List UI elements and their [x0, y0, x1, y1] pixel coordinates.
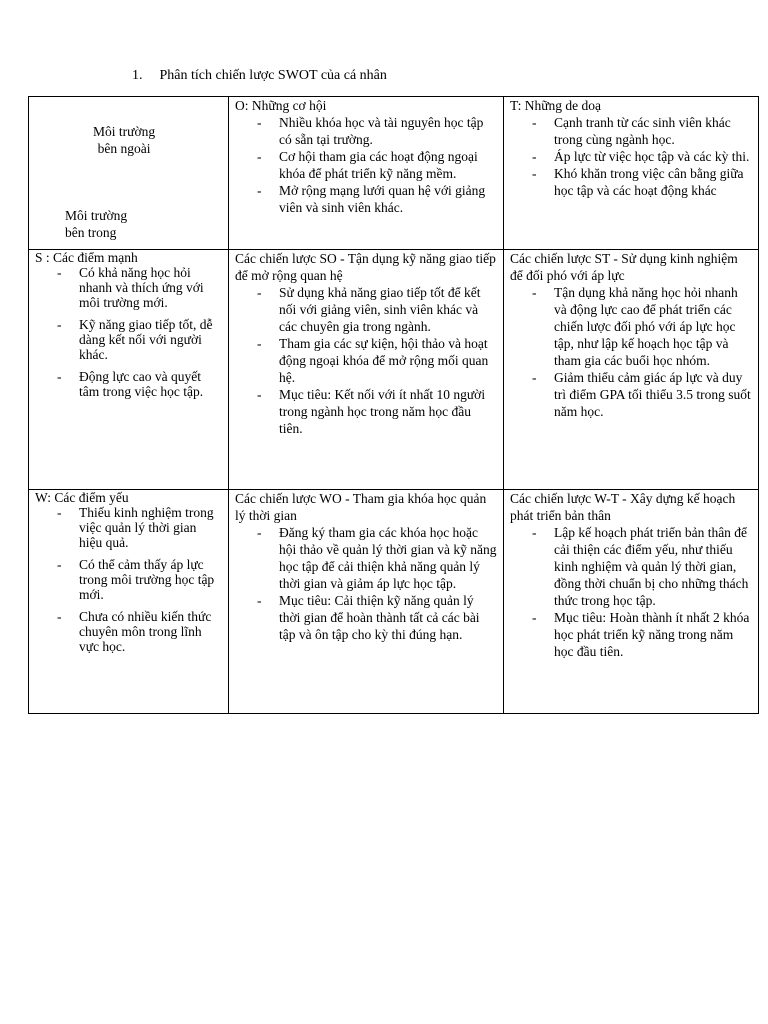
table-row — [29, 97, 759, 250]
document-heading — [132, 68, 387, 84]
list-item: - Mục tiêu: Hoàn thành ít nhất 2 khóa học phát triển kỹ năng trong năm học đầu tiên. — [532, 609, 752, 660]
list-item: - Sử dụng khả năng giao tiếp tốt để kết nối với giảng viên, sinh viên khác và các chuyên gia trong ngành. — [257, 284, 497, 335]
st-strategy-list — [510, 284, 752, 420]
threats-cell — [504, 97, 759, 250]
weaknesses-cell — [29, 490, 229, 714]
list-item: - Mục tiêu: Kết nối với ít nhất 10 người trong ngành học trong năm học đầu tiên. — [257, 386, 497, 437]
swot-table — [28, 96, 759, 714]
list-item: - Lập kế hoạch phát triển bản thân để cải thiện các điểm yếu, như thiếu kinh nghiệm và quản lý thời gian, đồng thời chuẩn bị cho những thách thức trong học tập. — [532, 524, 752, 609]
list-item: - Mục tiêu: Cải thiện kỹ năng quản lý thời gian để hoàn thành tất cả các bài tập và ôn tập cho kỳ thi đúng hạn. — [257, 592, 497, 643]
weaknesses-title: W: Các điểm yếu — [35, 490, 129, 505]
list-item: - Đăng ký tham gia các khóa học hoặc hội thảo về quản lý thời gian và kỹ năng học tập để cải thiện khả năng quản lý thời gian và giảm áp lực học tập. — [257, 524, 497, 592]
strengths-title: S : Các điểm mạnh — [35, 250, 138, 265]
wo-strategy-list — [235, 524, 497, 643]
list-item: - Tận dụng khả năng học hỏi nhanh và động lực cao để phát triển các chiến lược đối phó với áp lực học tập, như lập kế hoạch học tập và tham gia các buổi học nhóm. — [532, 284, 752, 369]
wo-strategy-cell — [229, 490, 504, 714]
list-item: - Có thể cảm thấy áp lực trong môi trường học tập mới. — [57, 557, 222, 602]
list-item: - Tham gia các sự kiện, hội thảo và hoạt động ngoại khóa để mở rộng mối quan hệ. — [257, 335, 497, 386]
opportunities-list — [235, 114, 497, 216]
list-item: - Động lực cao và quyết tâm trong việc học tập. — [57, 369, 222, 399]
wo-strategy-title: Các chiến lược WO - Tham gia khóa học quản lý thời gian — [235, 491, 487, 523]
list-item: - Cơ hội tham gia các hoạt động ngoại khóa để phát triển kỹ năng mềm. — [257, 148, 497, 182]
internal-environment-label: Môi trường bên trong — [65, 208, 128, 240]
wt-strategy-cell — [504, 490, 759, 714]
opportunities-cell — [229, 97, 504, 250]
threats-list — [510, 114, 752, 199]
st-strategy-cell — [504, 250, 759, 490]
list-item: - Thiếu kinh nghiệm trong việc quản lý thời gian hiệu quả. — [57, 505, 222, 550]
list-item: - Khó khăn trong việc cân bằng giữa học tập và các hoạt động khác — [532, 165, 752, 199]
list-item: - Chưa có nhiều kiến thức chuyên môn trong lĩnh vực học. — [57, 609, 222, 654]
corner-cell — [29, 97, 229, 250]
list-item: - Áp lực từ việc học tập và các kỳ thi. — [532, 148, 752, 165]
threats-title: T: Những de doạ — [510, 98, 601, 113]
strengths-list — [35, 265, 222, 399]
list-item: - Cạnh tranh từ các sinh viên khác trong cùng ngành học. — [532, 114, 752, 148]
opportunities-title: O: Những cơ hội — [235, 98, 327, 113]
wt-strategy-title: Các chiến lược W-T - Xây dựng kế hoạch phát triển bản thân — [510, 491, 736, 523]
heading-text: Phân tích chiến lược SWOT của cá nhân — [159, 68, 387, 83]
list-item: - Nhiều khóa học và tài nguyên học tập có sẵn tại trường. — [257, 114, 497, 148]
table-row — [29, 490, 759, 714]
so-strategy-title: Các chiến lược SO - Tận dụng kỹ năng giao tiếp để mở rộng quan hệ — [235, 251, 496, 283]
wt-strategy-list — [510, 524, 752, 660]
list-item: - Có khả năng học hỏi nhanh và thích ứng với môi trường mới. — [57, 265, 222, 310]
so-strategy-list — [235, 284, 497, 437]
st-strategy-title: Các chiến lược ST - Sử dụng kinh nghiệm để đối phó với áp lực — [510, 251, 738, 283]
external-environment-label: Môi trường bên ngoài — [93, 124, 156, 156]
weaknesses-list — [35, 505, 222, 654]
table-row — [29, 250, 759, 490]
heading-number: 1. — [132, 68, 143, 83]
list-item: - Giảm thiểu cảm giác áp lực và duy trì điểm GPA tối thiểu 3.5 trong suốt năm học. — [532, 369, 752, 420]
strengths-cell — [29, 250, 229, 490]
so-strategy-cell — [229, 250, 504, 490]
list-item: - Mở rộng mạng lưới quan hệ với giảng viên và sinh viên khác. — [257, 182, 497, 216]
list-item: - Kỹ năng giao tiếp tốt, dễ dàng kết nối với người khác. — [57, 317, 222, 362]
